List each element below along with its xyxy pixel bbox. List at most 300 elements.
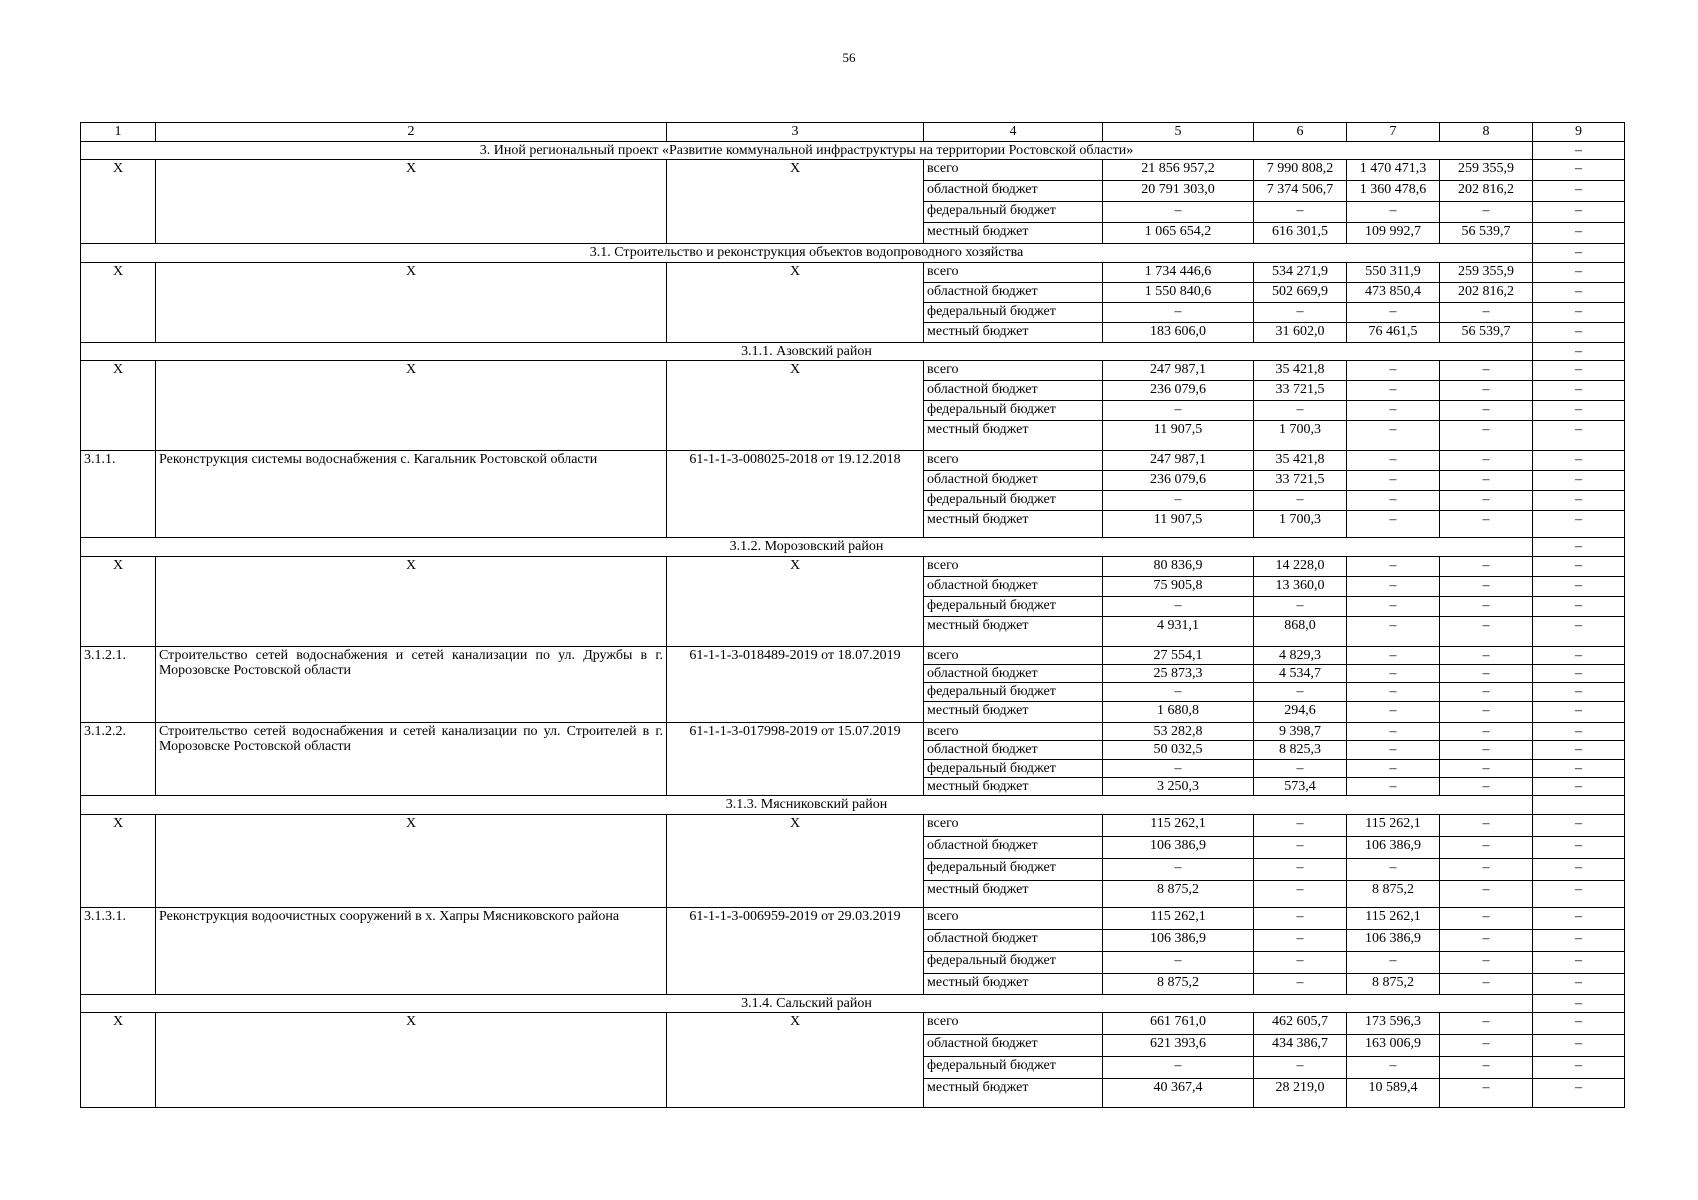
funding-source-label: местный бюджет xyxy=(924,777,1103,795)
x-mark: X xyxy=(81,361,156,451)
amount-cell: – xyxy=(1254,202,1347,223)
x-mark: X xyxy=(667,814,924,907)
object-row xyxy=(81,451,1625,471)
section-col9 xyxy=(1533,796,1625,814)
amount-cell: – xyxy=(1440,929,1533,951)
amount-cell: – xyxy=(1440,401,1533,421)
amount-cell: – xyxy=(1254,596,1347,616)
amount-cell: – xyxy=(1533,814,1625,836)
amount-cell: 7 374 506,7 xyxy=(1254,181,1347,202)
amount-cell: – xyxy=(1347,646,1440,664)
amount-cell: 4 534,7 xyxy=(1254,664,1347,682)
amount-cell: – xyxy=(1254,858,1347,880)
funding-source-label: федеральный бюджет xyxy=(924,759,1103,777)
amount-cell: 33 721,5 xyxy=(1254,381,1347,401)
amount-cell: – xyxy=(1103,302,1254,322)
amount-cell: – xyxy=(1254,759,1347,777)
amount-cell: 50 032,5 xyxy=(1103,741,1254,759)
amount-cell: 8 875,2 xyxy=(1347,880,1440,907)
section-title: 3.1.3. Мясниковский район xyxy=(81,796,1533,814)
funding-source-label: областной бюджет xyxy=(924,741,1103,759)
amount-cell: – xyxy=(1533,836,1625,858)
amount-cell: – xyxy=(1254,683,1347,701)
amount-cell: – xyxy=(1440,302,1533,322)
amount-cell: – xyxy=(1533,1035,1625,1057)
amount-cell: – xyxy=(1533,451,1625,471)
x-mark: X xyxy=(156,814,667,907)
amount-cell: 20 791 303,0 xyxy=(1103,181,1254,202)
column-header: 6 xyxy=(1254,123,1347,142)
amount-cell: 7 990 808,2 xyxy=(1254,160,1347,181)
amount-cell: – xyxy=(1440,741,1533,759)
column-header: 8 xyxy=(1440,123,1533,142)
amount-cell: – xyxy=(1533,1079,1625,1108)
amount-cell: – xyxy=(1103,596,1254,616)
funding-source-label: федеральный бюджет xyxy=(924,302,1103,322)
amount-cell: – xyxy=(1533,973,1625,994)
amount-cell: – xyxy=(1440,381,1533,401)
funding-source-label: областной бюджет xyxy=(924,381,1103,401)
amount-cell: – xyxy=(1533,722,1625,740)
amount-cell: 173 596,3 xyxy=(1347,1013,1440,1035)
section-col9: – xyxy=(1533,994,1625,1012)
funding-source-label: местный бюджет xyxy=(924,322,1103,342)
amount-cell: 106 386,9 xyxy=(1103,929,1254,951)
amount-cell: – xyxy=(1103,683,1254,701)
amount-cell: – xyxy=(1103,401,1254,421)
x-mark: X xyxy=(81,814,156,907)
amount-cell: 27 554,1 xyxy=(1103,646,1254,664)
amount-cell: 462 605,7 xyxy=(1254,1013,1347,1035)
amount-cell: – xyxy=(1347,471,1440,491)
funding-source-label: местный бюджет xyxy=(924,616,1103,646)
column-header: 4 xyxy=(924,123,1103,142)
amount-cell: 661 761,0 xyxy=(1103,1013,1254,1035)
amount-cell: 573,4 xyxy=(1254,777,1347,795)
funding-source-label: местный бюджет xyxy=(924,701,1103,722)
amount-cell: 259 355,9 xyxy=(1440,160,1533,181)
amount-cell: – xyxy=(1440,421,1533,451)
amount-cell: 76 461,5 xyxy=(1347,322,1440,342)
amount-cell: – xyxy=(1440,858,1533,880)
amount-cell: 1 700,3 xyxy=(1254,421,1347,451)
amount-cell: – xyxy=(1533,421,1625,451)
amount-cell: 75 905,8 xyxy=(1103,576,1254,596)
funding-source-label: федеральный бюджет xyxy=(924,401,1103,421)
x-mark: X xyxy=(81,1013,156,1108)
funding-source-label: всего xyxy=(924,160,1103,181)
section-row xyxy=(81,796,1625,814)
amount-cell: – xyxy=(1440,951,1533,973)
amount-cell: 31 602,0 xyxy=(1254,322,1347,342)
amount-cell: – xyxy=(1347,361,1440,381)
amount-cell: 1 680,8 xyxy=(1103,701,1254,722)
funding-source-label: всего xyxy=(924,262,1103,282)
funding-source-label: федеральный бюджет xyxy=(924,202,1103,223)
amount-cell: 106 386,9 xyxy=(1347,836,1440,858)
funding-source-label: федеральный бюджет xyxy=(924,683,1103,701)
amount-cell: 259 355,9 xyxy=(1440,262,1533,282)
object-name: Строительство сетей водоснабжения и сетей канализации по ул. Дружбы в г. Морозовске Ростовской области xyxy=(156,646,667,722)
amount-cell: – xyxy=(1440,1057,1533,1079)
object-row xyxy=(81,646,1625,664)
amount-cell: – xyxy=(1440,683,1533,701)
amount-cell: 56 539,7 xyxy=(1440,322,1533,342)
amount-cell: – xyxy=(1533,1057,1625,1079)
object-name: Реконструкция системы водоснабжения с. Кагальник Ростовской области xyxy=(156,451,667,538)
amount-cell: – xyxy=(1103,759,1254,777)
amount-cell: 1 470 471,3 xyxy=(1347,160,1440,181)
funding-source-label: всего xyxy=(924,646,1103,664)
x-mark: X xyxy=(156,1013,667,1108)
amount-cell: – xyxy=(1440,880,1533,907)
amount-cell: 550 311,9 xyxy=(1347,262,1440,282)
amount-cell: – xyxy=(1347,451,1440,471)
amount-cell: – xyxy=(1533,777,1625,795)
amount-cell: 8 875,2 xyxy=(1347,973,1440,994)
amount-cell: – xyxy=(1440,556,1533,576)
amount-cell: 80 836,9 xyxy=(1103,556,1254,576)
amount-cell: 202 816,2 xyxy=(1440,181,1533,202)
group-row xyxy=(81,1013,1625,1035)
amount-cell: – xyxy=(1347,759,1440,777)
amount-cell: 14 228,0 xyxy=(1254,556,1347,576)
amount-cell: 106 386,9 xyxy=(1347,929,1440,951)
amount-cell: 236 079,6 xyxy=(1103,471,1254,491)
amount-cell: – xyxy=(1440,576,1533,596)
section-title: 3. Иной региональный проект «Развитие коммунальной инфраструктуры на территории Ростовской области» xyxy=(81,142,1533,160)
funding-source-label: областной бюджет xyxy=(924,181,1103,202)
funding-source-label: областной бюджет xyxy=(924,664,1103,682)
amount-cell: – xyxy=(1440,361,1533,381)
amount-cell: 1 700,3 xyxy=(1254,511,1347,538)
funding-source-label: местный бюджет xyxy=(924,421,1103,451)
amount-cell: – xyxy=(1533,181,1625,202)
amount-cell: – xyxy=(1533,880,1625,907)
funding-source-label: федеральный бюджет xyxy=(924,491,1103,511)
page-number: 56 xyxy=(842,50,856,65)
section-title: 3.1. Строительство и реконструкция объектов водопроводного хозяйства xyxy=(81,244,1533,262)
amount-cell: – xyxy=(1440,907,1533,929)
amount-cell: – xyxy=(1533,701,1625,722)
amount-cell: – xyxy=(1533,858,1625,880)
section-col9: – xyxy=(1533,342,1625,360)
amount-cell: – xyxy=(1103,491,1254,511)
amount-cell: 294,6 xyxy=(1254,701,1347,722)
section-title: 3.1.2. Морозовский район xyxy=(81,538,1533,556)
amount-cell: – xyxy=(1440,1079,1533,1108)
amount-cell: – xyxy=(1254,929,1347,951)
amount-cell: – xyxy=(1533,683,1625,701)
amount-cell: – xyxy=(1254,907,1347,929)
x-mark: X xyxy=(667,1013,924,1108)
section-row xyxy=(81,244,1625,262)
amount-cell: 28 219,0 xyxy=(1254,1079,1347,1108)
amount-cell: – xyxy=(1440,814,1533,836)
amount-cell: – xyxy=(1533,381,1625,401)
amount-cell: – xyxy=(1103,1057,1254,1079)
amount-cell: – xyxy=(1533,471,1625,491)
amount-cell: – xyxy=(1533,576,1625,596)
funding-source-label: всего xyxy=(924,1013,1103,1035)
amount-cell: 40 367,4 xyxy=(1103,1079,1254,1108)
section-row xyxy=(81,538,1625,556)
amount-cell: 202 816,2 xyxy=(1440,282,1533,302)
amount-cell: – xyxy=(1440,511,1533,538)
amount-cell: – xyxy=(1347,701,1440,722)
column-header: 2 xyxy=(156,123,667,142)
amount-cell: – xyxy=(1533,951,1625,973)
amount-cell: – xyxy=(1533,646,1625,664)
funding-source-label: областной бюджет xyxy=(924,282,1103,302)
amount-cell: – xyxy=(1254,836,1347,858)
amount-cell: – xyxy=(1254,302,1347,322)
amount-cell: – xyxy=(1533,282,1625,302)
x-mark: X xyxy=(81,556,156,646)
amount-cell: – xyxy=(1254,491,1347,511)
funding-source-label: местный бюджет xyxy=(924,223,1103,244)
object-registration: 61-1-1-3-006959-2019 от 29.03.2019 xyxy=(667,907,924,994)
amount-cell: – xyxy=(1347,302,1440,322)
amount-cell: 183 606,0 xyxy=(1103,322,1254,342)
amount-cell: 33 721,5 xyxy=(1254,471,1347,491)
amount-cell: 4 829,3 xyxy=(1254,646,1347,664)
amount-cell: – xyxy=(1347,722,1440,740)
object-number: 3.1.2.2. xyxy=(81,722,156,796)
x-mark: X xyxy=(156,262,667,342)
funding-source-label: местный бюджет xyxy=(924,511,1103,538)
column-header: 9 xyxy=(1533,123,1625,142)
amount-cell: 434 386,7 xyxy=(1254,1035,1347,1057)
amount-cell: – xyxy=(1533,302,1625,322)
amount-cell: 10 589,4 xyxy=(1347,1079,1440,1108)
section-col9: – xyxy=(1533,244,1625,262)
amount-cell: – xyxy=(1533,664,1625,682)
amount-cell: 1 550 840,6 xyxy=(1103,282,1254,302)
budget-table xyxy=(80,122,1625,1108)
amount-cell: 1 065 654,2 xyxy=(1103,223,1254,244)
funding-source-label: всего xyxy=(924,451,1103,471)
section-row xyxy=(81,994,1625,1012)
amount-cell: 115 262,1 xyxy=(1103,814,1254,836)
funding-source-label: областной бюджет xyxy=(924,836,1103,858)
group-row xyxy=(81,262,1625,282)
group-row xyxy=(81,814,1625,836)
section-row xyxy=(81,342,1625,360)
amount-cell: – xyxy=(1440,616,1533,646)
funding-source-label: местный бюджет xyxy=(924,973,1103,994)
amount-cell: – xyxy=(1533,1013,1625,1035)
amount-cell: – xyxy=(1347,741,1440,759)
amount-cell: – xyxy=(1254,401,1347,421)
column-header: 7 xyxy=(1347,123,1440,142)
amount-cell: 56 539,7 xyxy=(1440,223,1533,244)
amount-cell: – xyxy=(1347,951,1440,973)
object-number: 3.1.1. xyxy=(81,451,156,538)
amount-cell: – xyxy=(1440,973,1533,994)
amount-cell: – xyxy=(1440,596,1533,616)
funding-source-label: федеральный бюджет xyxy=(924,951,1103,973)
amount-cell: – xyxy=(1347,1057,1440,1079)
amount-cell: – xyxy=(1347,511,1440,538)
amount-cell: – xyxy=(1347,576,1440,596)
amount-cell: – xyxy=(1533,223,1625,244)
x-mark: X xyxy=(156,160,667,244)
section-row xyxy=(81,142,1625,160)
amount-cell: 8 875,2 xyxy=(1103,973,1254,994)
funding-source-label: областной бюджет xyxy=(924,1035,1103,1057)
x-mark: X xyxy=(667,361,924,451)
amount-cell: 109 992,7 xyxy=(1347,223,1440,244)
amount-cell: – xyxy=(1347,858,1440,880)
funding-source-label: всего xyxy=(924,556,1103,576)
amount-cell: – xyxy=(1103,202,1254,223)
amount-cell: – xyxy=(1347,381,1440,401)
amount-cell: – xyxy=(1440,701,1533,722)
funding-source-label: областной бюджет xyxy=(924,471,1103,491)
amount-cell: 1 360 478,6 xyxy=(1347,181,1440,202)
amount-cell: – xyxy=(1254,1057,1347,1079)
x-mark: X xyxy=(81,262,156,342)
amount-cell: 236 079,6 xyxy=(1103,381,1254,401)
amount-cell: – xyxy=(1254,880,1347,907)
amount-cell: – xyxy=(1103,951,1254,973)
object-name: Реконструкция водоочистных сооружений в х. Хапры Мясниковского района xyxy=(156,907,667,994)
amount-cell: – xyxy=(1440,777,1533,795)
funding-source-label: всего xyxy=(924,361,1103,381)
amount-cell: 534 271,9 xyxy=(1254,262,1347,282)
amount-cell: – xyxy=(1347,616,1440,646)
amount-cell: 247 987,1 xyxy=(1103,451,1254,471)
amount-cell: – xyxy=(1533,556,1625,576)
amount-cell: 106 386,9 xyxy=(1103,836,1254,858)
column-header: 3 xyxy=(667,123,924,142)
amount-cell: 473 850,4 xyxy=(1347,282,1440,302)
amount-cell: – xyxy=(1347,683,1440,701)
amount-cell: 163 006,9 xyxy=(1347,1035,1440,1057)
funding-source-label: областной бюджет xyxy=(924,576,1103,596)
amount-cell: – xyxy=(1533,322,1625,342)
funding-source-label: местный бюджет xyxy=(924,880,1103,907)
amount-cell: – xyxy=(1440,1013,1533,1035)
amount-cell: – xyxy=(1347,421,1440,451)
amount-cell: 21 856 957,2 xyxy=(1103,160,1254,181)
amount-cell: – xyxy=(1533,160,1625,181)
column-header: 5 xyxy=(1103,123,1254,142)
amount-cell: 11 907,5 xyxy=(1103,511,1254,538)
x-mark: X xyxy=(667,262,924,342)
amount-cell: – xyxy=(1440,722,1533,740)
amount-cell: 1 734 446,6 xyxy=(1103,262,1254,282)
object-row xyxy=(81,722,1625,740)
object-registration: 61-1-1-3-008025-2018 от 19.12.2018 xyxy=(667,451,924,538)
amount-cell: – xyxy=(1347,777,1440,795)
amount-cell: 616 301,5 xyxy=(1254,223,1347,244)
amount-cell: – xyxy=(1254,951,1347,973)
amount-cell: – xyxy=(1440,491,1533,511)
amount-cell: – xyxy=(1533,491,1625,511)
column-number-row xyxy=(81,123,1625,142)
amount-cell: – xyxy=(1533,596,1625,616)
object-number: 3.1.2.1. xyxy=(81,646,156,722)
amount-cell: – xyxy=(1533,741,1625,759)
amount-cell: – xyxy=(1533,361,1625,381)
amount-cell: – xyxy=(1440,759,1533,777)
object-registration: 61-1-1-3-017998-2019 от 15.07.2019 xyxy=(667,722,924,796)
x-mark: X xyxy=(156,556,667,646)
amount-cell: – xyxy=(1347,401,1440,421)
group-row xyxy=(81,160,1625,181)
group-row xyxy=(81,361,1625,381)
amount-cell: – xyxy=(1440,646,1533,664)
amount-cell: – xyxy=(1440,451,1533,471)
amount-cell: – xyxy=(1347,491,1440,511)
x-mark: X xyxy=(156,361,667,451)
group-row xyxy=(81,556,1625,576)
object-number: 3.1.3.1. xyxy=(81,907,156,994)
amount-cell: – xyxy=(1440,471,1533,491)
funding-source-label: местный бюджет xyxy=(924,1079,1103,1108)
amount-cell: 11 907,5 xyxy=(1103,421,1254,451)
amount-cell: – xyxy=(1347,596,1440,616)
amount-cell: 53 282,8 xyxy=(1103,722,1254,740)
funding-source-label: федеральный бюджет xyxy=(924,1057,1103,1079)
amount-cell: – xyxy=(1533,616,1625,646)
section-title: 3.1.1. Азовский район xyxy=(81,342,1533,360)
section-title: 3.1.4. Сальский район xyxy=(81,994,1533,1012)
amount-cell: – xyxy=(1347,202,1440,223)
amount-cell: – xyxy=(1440,202,1533,223)
amount-cell: 4 931,1 xyxy=(1103,616,1254,646)
funding-source-label: областной бюджет xyxy=(924,929,1103,951)
amount-cell: 3 250,3 xyxy=(1103,777,1254,795)
amount-cell: – xyxy=(1347,556,1440,576)
amount-cell: – xyxy=(1533,929,1625,951)
funding-source-label: всего xyxy=(924,722,1103,740)
amount-cell: – xyxy=(1440,836,1533,858)
amount-cell: – xyxy=(1533,401,1625,421)
amount-cell: 115 262,1 xyxy=(1347,814,1440,836)
amount-cell: – xyxy=(1533,262,1625,282)
amount-cell: 115 262,1 xyxy=(1103,907,1254,929)
amount-cell: – xyxy=(1254,973,1347,994)
amount-cell: 9 398,7 xyxy=(1254,722,1347,740)
amount-cell: – xyxy=(1533,202,1625,223)
amount-cell: 13 360,0 xyxy=(1254,576,1347,596)
amount-cell: – xyxy=(1440,664,1533,682)
amount-cell: – xyxy=(1347,664,1440,682)
column-header: 1 xyxy=(81,123,156,142)
amount-cell: 868,0 xyxy=(1254,616,1347,646)
object-name: Строительство сетей водоснабжения и сетей канализации по ул. Строителей в г. Морозовске Ростовской области xyxy=(156,722,667,796)
amount-cell: 8 875,2 xyxy=(1103,880,1254,907)
amount-cell: – xyxy=(1533,511,1625,538)
section-col9: – xyxy=(1533,142,1625,160)
amount-cell: 247 987,1 xyxy=(1103,361,1254,381)
amount-cell: 25 873,3 xyxy=(1103,664,1254,682)
amount-cell: – xyxy=(1533,759,1625,777)
funding-source-label: всего xyxy=(924,814,1103,836)
funding-source-label: федеральный бюджет xyxy=(924,858,1103,880)
amount-cell: – xyxy=(1533,907,1625,929)
section-col9: – xyxy=(1533,538,1625,556)
object-row xyxy=(81,907,1625,929)
amount-cell: 621 393,6 xyxy=(1103,1035,1254,1057)
funding-source-label: всего xyxy=(924,907,1103,929)
amount-cell: 502 669,9 xyxy=(1254,282,1347,302)
amount-cell: 8 825,3 xyxy=(1254,741,1347,759)
amount-cell: – xyxy=(1254,814,1347,836)
